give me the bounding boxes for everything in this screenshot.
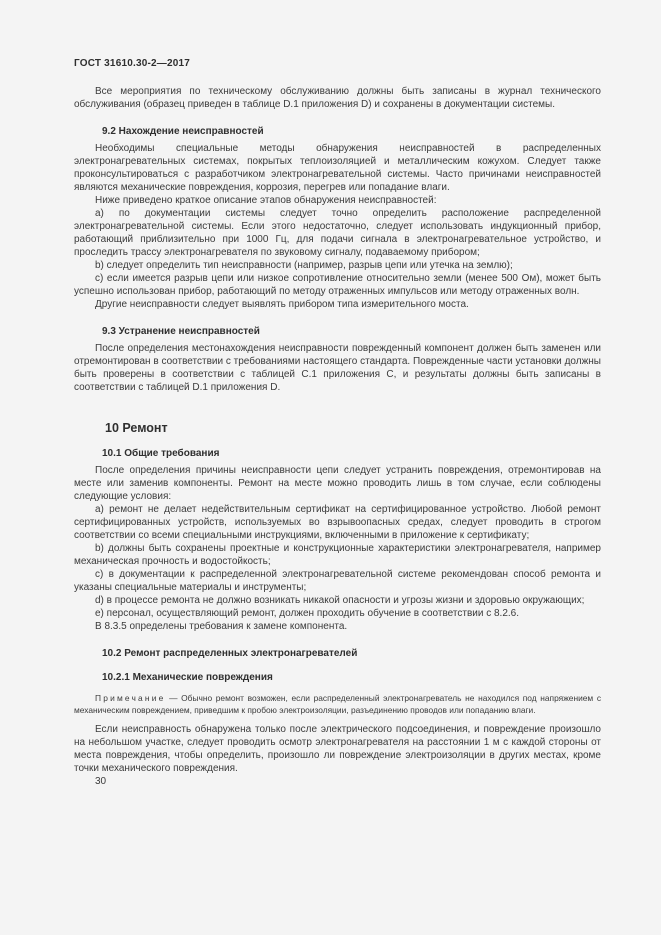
- paragraph-9-2-bridge-device: Другие неисправности следует выявлять прибором типа измерительного моста.: [95, 299, 469, 310]
- heading-10-2-1: 10.2.1 Механические повреждения: [102, 672, 273, 683]
- list-item-9-2-b: b) следует определить тип неисправности (например, разрыв цепи или утечка на землю);: [95, 260, 513, 271]
- note-10-2-1: [74, 693, 601, 716]
- heading-9-3: 9.3 Устранение неисправностей: [102, 326, 260, 337]
- document-number: ГОСТ 31610.30-2—2017: [74, 58, 191, 69]
- list-item-9-2-c: с) если имеется разрыв цепи или низкое сопротивление относительно земли (менее 500 Ом), может быть успешно использован прибор, работающий по методу отраженных импульсов или методу отраженных волн.: [74, 273, 601, 297]
- list-item-10-1-d: d) в процессе ремонта не должно возникать никакой опасности и угрозы жизни и здоровью окружающих;: [95, 595, 585, 606]
- paragraph-9-3: После определения местонахождения неисправности поврежденный компонент должен быть заменен или отремонтирован в соответствии с требованиями настоящего стандарта. Поврежденные части установки должны быть проверены в соответствии с таблицей C.1 приложения C, и результаты должны быть записаны в соответствии с таблицей D.1 приложения D.: [74, 343, 601, 393]
- list-item-10-1-c: с) в документации к распределенной электронагревательной системе рекомендован способ ремонта и указаны специальные материалы и инструменты;: [74, 569, 601, 593]
- paragraph-10-1-intro: После определения причины неисправности цепи следует устранить повреждения, отремонтировав на месте или заменив компоненты. Ремонт на месте можно проводить лишь в том случае, если соблюдены следующие условия:: [74, 465, 601, 502]
- paragraph-9-2-list-lead: Ниже приведено краткое описание этапов обнаружения неисправностей:: [95, 195, 437, 206]
- list-item-10-1-b: b) должны быть сохранены проектные и конструкционные характеристики электронагревателя, например механическая прочность и водостойкость;: [74, 543, 601, 567]
- paragraph-10-2-1: Если неисправность обнаружена только после электрического подсоединения, и повреждение произошло на небольшом участке, следует проводить осмотр электронагревателя на расстоянии 1 м с каждой стороны от места повреждения, чтобы определить, произошло ли повреждение электроизоляции в других местах, кроме точки механического повреждения.: [74, 724, 601, 774]
- page-number: 30: [95, 776, 107, 787]
- heading-10-1: 10.1 Общие требования: [102, 448, 220, 459]
- heading-10-2: 10.2 Ремонт распределенных электронагревателей: [102, 648, 358, 659]
- note-separator: —: [165, 693, 182, 703]
- paragraph-10-1-replacement: В 8.3.5 определены требования к замене компонента.: [95, 621, 348, 632]
- list-item-10-1-e: е) персонал, осуществляющий ремонт, должен проходить обучение в соответствии с 8.2.6.: [95, 608, 520, 619]
- note-text: Обычно ремонт возможен, если распределенный электронагреватель не находился под напряжением с механическим повреждением, приведшим к пробою электроизоляции, разъединению проводов или попаданию влаги.: [74, 693, 602, 715]
- list-item-9-2-a: а) по документации системы следует точно определить расположение распределенной электронагревательной системы. Если этого недостаточно, следует использовать индукционный прибор, работающий приблизительно при 1000 Гц, для подачи сигнала в электронагревательное устройство, и проследить трассу электронагревателя по звуковому сигналу, подаваемому прибором;: [74, 208, 601, 258]
- heading-10: 10 Ремонт: [105, 421, 168, 435]
- heading-9-2: 9.2 Нахождение неисправностей: [102, 126, 264, 137]
- paragraph-maintenance-journal: Все мероприятия по техническому обслуживанию должны быть записаны в журнал технического обслуживания (образец приведен в таблице D.1 приложения D) и сохранены в документации системы.: [74, 86, 601, 110]
- list-item-10-1-a: а) ремонт не делает недействительным сертификат на сертифицированное устройство. Любой ремонт сертифицированных устройств, используемых во взрывоопасных средах, следует проводить в строгом соответствии со всеми специальными инструкциями, включенными в приложение к сертификату;: [74, 504, 601, 541]
- paragraph-9-2-intro: Необходимы специальные методы обнаружения неисправностей в распределенных электронагревательных системах, покрытых теплоизоляцией и металлическим кожухом. Следует также проконсультироваться с разработчиком электронагревательной системы. Часто причинами неисправностей являются механические повреждения, коррозия, перегрев или попадание влаги.: [74, 143, 601, 193]
- note-label: Примечание: [95, 693, 166, 703]
